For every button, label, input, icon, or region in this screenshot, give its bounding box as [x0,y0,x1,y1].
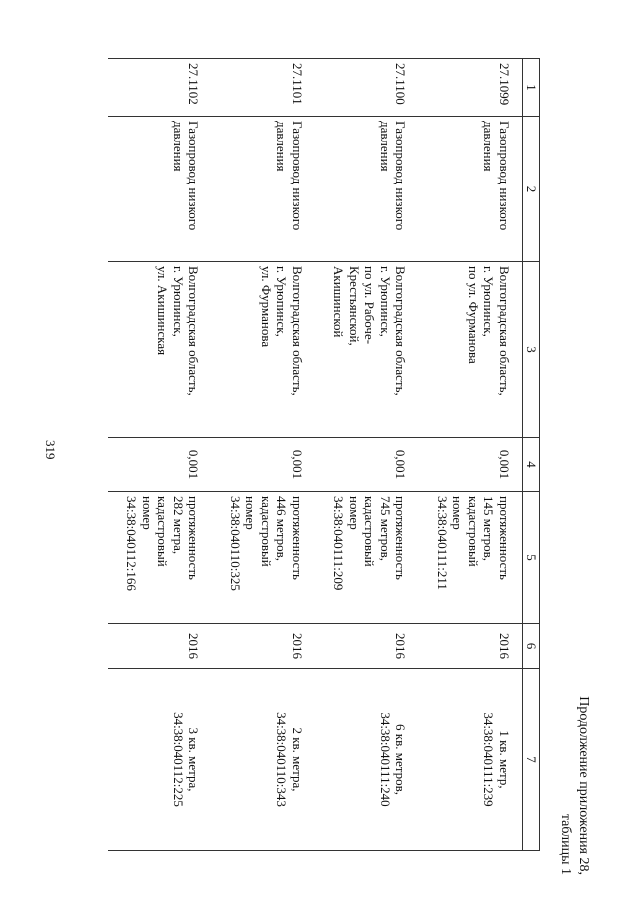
object-value [108,438,212,492]
object-characteristics-line: номер [347,496,362,530]
object-characteristics-line: 282 метра, [171,496,186,555]
object-year-line: 2016 [497,633,512,659]
object-characteristics-line: 34:38:040111:211 [435,496,450,590]
object-name-line: давления [171,121,186,172]
object-area-line: 3 кв. метра, [186,727,202,792]
object-characteristics-line: 34:38:040111:209 [331,496,347,591]
object-area [212,669,316,851]
row-number-line: 27.1100 [393,63,409,105]
data-table [108,58,540,851]
object-value-line: 0,001 [393,449,409,480]
object-name-line: Газопровод низкого [186,121,202,231]
object-year-line: 2016 [186,633,202,659]
object-characteristics-line: протяженность [393,496,409,580]
row-number [212,59,316,117]
object-characteristics-line: протяженность [290,496,305,580]
page-number: 319 [43,440,58,460]
object-address [212,262,316,438]
object-name [212,117,316,262]
object-address-line: Акишинской [331,266,347,338]
object-characteristics-line: 34:38:040110:325 [228,496,243,591]
object-area-line: 1 кв. метр, [497,730,512,789]
object-characteristics-line: номер [140,496,155,530]
object-area-line: 6 кв. метров, [393,724,409,795]
object-address-line: по ул. Фурманова [466,266,481,364]
row-number [315,59,419,117]
object-address [419,262,523,438]
object-name-line: Газопровод низкого [393,121,409,231]
object-year [419,624,523,669]
object-characteristics [212,492,316,624]
object-characteristics-line: кадастровый [362,496,378,567]
object-name [419,117,523,262]
object-address-line: Волгоградская область, [497,266,512,396]
object-year [212,624,316,669]
object-value [212,438,316,492]
object-address-line: Крестьянской, [347,266,362,346]
object-name-line: давления [274,121,290,172]
object-area [315,669,419,851]
continuation-line-1: Продолжение приложения 28, [576,696,591,875]
object-characteristics-line: кадастровый [259,496,274,567]
row-number [419,59,523,117]
object-characteristics-line: кадастровый [155,496,171,567]
object-address-line: Волгоградская область, [186,266,202,396]
object-address-line: г. Урюпинск, [378,266,393,337]
object-value [315,438,419,492]
object-address-line: ул. Фурманова [259,266,274,348]
object-name [315,117,419,262]
object-address-line: г. Урюпинск, [274,266,290,337]
header-cell: 6 [523,624,540,669]
header-cell: 4 [523,438,540,492]
row-number [108,59,212,117]
continuation-note [556,696,592,875]
object-area-line: 2 кв. метра, [290,727,305,792]
object-area-line: 34:38:040111:240 [378,712,393,807]
object-area-line: 34:38:040111:239 [481,712,497,807]
object-characteristics-line: протяженность [186,496,202,580]
object-year [315,624,419,669]
row-number-line: 27.1099 [497,63,512,106]
object-address-line: Волгоградская область, [290,266,305,396]
header-cell: 7 [523,669,540,851]
header-cell: 3 [523,262,540,438]
object-characteristics-line: 145 метров, [481,496,497,561]
object-area [108,669,212,851]
object-characteristics-line: 745 метров, [378,496,393,561]
object-address-line: по ул. Рабоче- [362,266,378,345]
object-characteristics-line: 34:38:040112:166 [124,496,140,591]
object-value-line: 0,001 [497,449,512,480]
object-characteristics [108,492,212,624]
object-characteristics-line: 446 метров, [274,496,290,561]
object-value [419,438,523,492]
object-address [315,262,419,438]
object-name-line: Газопровод низкого [290,121,305,231]
object-area [419,669,523,851]
header-cell: 2 [523,117,540,262]
object-characteristics [315,492,419,624]
table-body [108,59,523,851]
object-name [108,117,212,262]
object-address-line: Волгоградская область, [393,266,409,396]
row-number-line: 27.1101 [290,63,305,105]
object-area-line: 34:38:040110:343 [274,712,290,807]
object-name-line: давления [378,121,393,172]
object-year-line: 2016 [290,633,305,659]
object-name-line: давления [481,121,497,172]
object-address-line: ул. Акишинская [155,266,171,356]
object-characteristics-line: протяженность [497,496,512,580]
object-year [108,624,212,669]
object-area-line: 34:38:040112:225 [171,712,186,807]
table-row [108,59,212,851]
object-address-line: г. Урюпинск, [171,266,186,337]
object-characteristics-line: номер [243,496,259,530]
table-row [315,59,419,851]
object-value-line: 0,001 [290,449,305,480]
table-row [419,59,523,851]
header-cell: 5 [523,492,540,624]
object-name-line: Газопровод низкого [497,121,512,231]
header-row [523,59,540,851]
object-characteristics [419,492,523,624]
table-row [212,59,316,851]
object-year-line: 2016 [393,633,409,659]
header-cell: 1 [523,59,540,117]
object-address [108,262,212,438]
continuation-line-2: таблицы 1 [558,813,573,875]
object-characteristics-line: номер [450,496,466,530]
row-number-line: 27.1102 [186,63,202,105]
object-characteristics-line: кадастровый [466,496,481,567]
object-address-line: г. Урюпинск, [481,266,497,337]
object-value-line: 0,001 [186,449,202,480]
